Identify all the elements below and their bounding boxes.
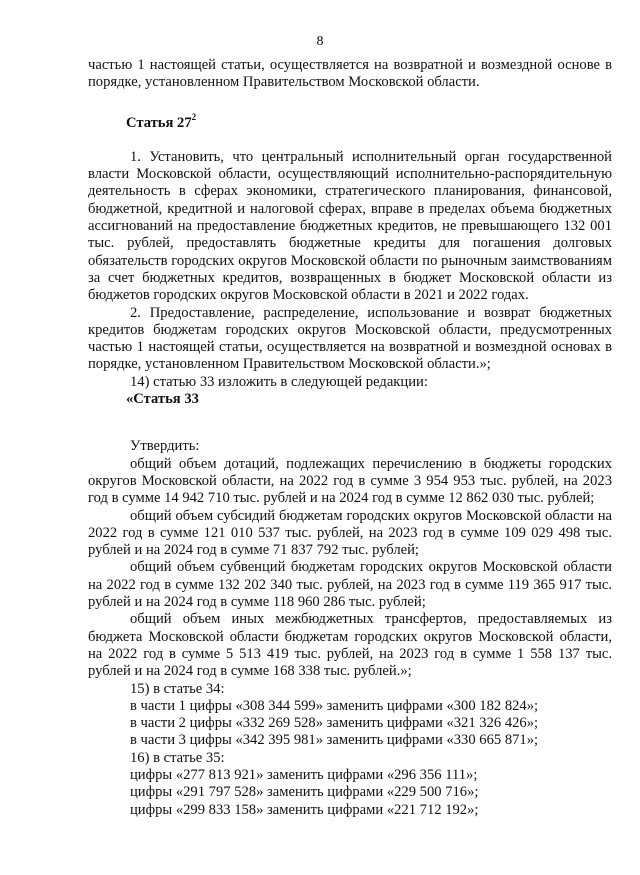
- paragraph-approve: Утвердить:: [130, 438, 200, 455]
- paragraph-article-27-2-part-2: 2. Предоставление, распределение, использование и возврат бюджетных кредитов бюджетам городских округов Московской области, предусмотренных частью 1 настоящей статьи, осуществляется на возвратной и возмездной основах в порядке, установленном Правительством Московской области.»;: [88, 304, 612, 373]
- list-item: цифры «277 813 921» заменить цифрами «296 356 111»;: [130, 766, 478, 783]
- paragraph-article-27-2-part-1: 1. Установить, что центральный исполнительный орган государственной власти Московской области, осуществляющий исполнительно-распорядительную деятельность в сферах экономики, стратегического планирования, финансовой, бюджетной, кредитной и налоговой сферах, вправе в пределах объема бюджетных ассигнований на предоставление бюджетных кредитов, не превышающего 132 001 тыс. рублей, предоставлять бюджетные кредиты для погашения долговых обязательств городских округов Московской области по рыночным заимствованиям за счет бюджетных кредитов, возвращенных в бюджет Московской области из бюджетов городских округов Московской области в 2021 и 2022 годах.: [88, 148, 612, 304]
- paragraph-subventions: общий объем субвенций бюджетам городских округов Московской области на 2022 год в сумме 132 202 340 тыс. рублей, на 2023 год в сумме 119 365 917 тыс. рублей и на 2024 год в сумме 118 960 286 тыс. рублей;: [88, 559, 612, 611]
- list-item: 16) в статье 35:: [130, 749, 225, 766]
- document-body: [88, 57, 612, 819]
- list-item: цифры «299 833 158» заменить цифрами «221 712 192»;: [130, 801, 479, 818]
- list-item: в части 3 цифры «342 395 981» заменить цифрами «330 665 871»;: [130, 732, 539, 749]
- paragraph-subsidies: общий объем субсидий бюджетам городских округов Московской области на 2022 год в сумме 121 010 537 тыс. рублей, на 2023 год в сумме 109 029 498 тыс. рублей и на 2024 год в сумме 71 837 792 тыс. рублей;: [88, 507, 612, 559]
- list-item: цифры «291 797 528» заменить цифрами «229 500 716»;: [130, 784, 479, 801]
- heading-article-27-2: [88, 109, 612, 132]
- list-item: 15) в статье 34:: [130, 680, 225, 697]
- list-item: в части 2 цифры «332 269 528» заменить цифрами «321 326 426»;: [130, 715, 539, 732]
- paragraph-subsidies-dotations: общий объем дотаций, подлежащих перечислению в бюджеты городских округов Московской области, на 2022 год в сумме 3 954 953 тыс. рублей, на 2023 год в сумме 14 942 710 тыс. рублей и на 2024 год в сумме 12 862 030 тыс. рублей;: [88, 455, 612, 507]
- paragraph-other-transfers: общий объем иных межбюджетных трансфертов, предоставляемых из бюджета Московской области бюджетам городских округов Московской области, на 2022 год в сумме 5 513 419 тыс. рублей, на 2023 год в сумме 1 558 137 тыс. рублей и на 2024 год в сумме 168 338 тыс. рублей.»;: [88, 611, 612, 680]
- paragraph-item-14: 14) статью 33 изложить в следующей редакции:: [130, 373, 428, 390]
- heading-superscript: 2: [191, 111, 197, 122]
- heading-article-33: «Статья 33: [126, 391, 199, 408]
- list-item: в части 1 цифры «308 344 599» заменить цифрами «300 182 824»;: [130, 697, 539, 714]
- page-number: 8: [316, 34, 324, 49]
- heading-article-27-2-text: Статья 27: [126, 114, 192, 131]
- paragraph-continuation: частью 1 настоящей статьи, осуществляется на возвратной и возмездной основе в порядке, установленном Правительством Московской области.: [88, 57, 612, 91]
